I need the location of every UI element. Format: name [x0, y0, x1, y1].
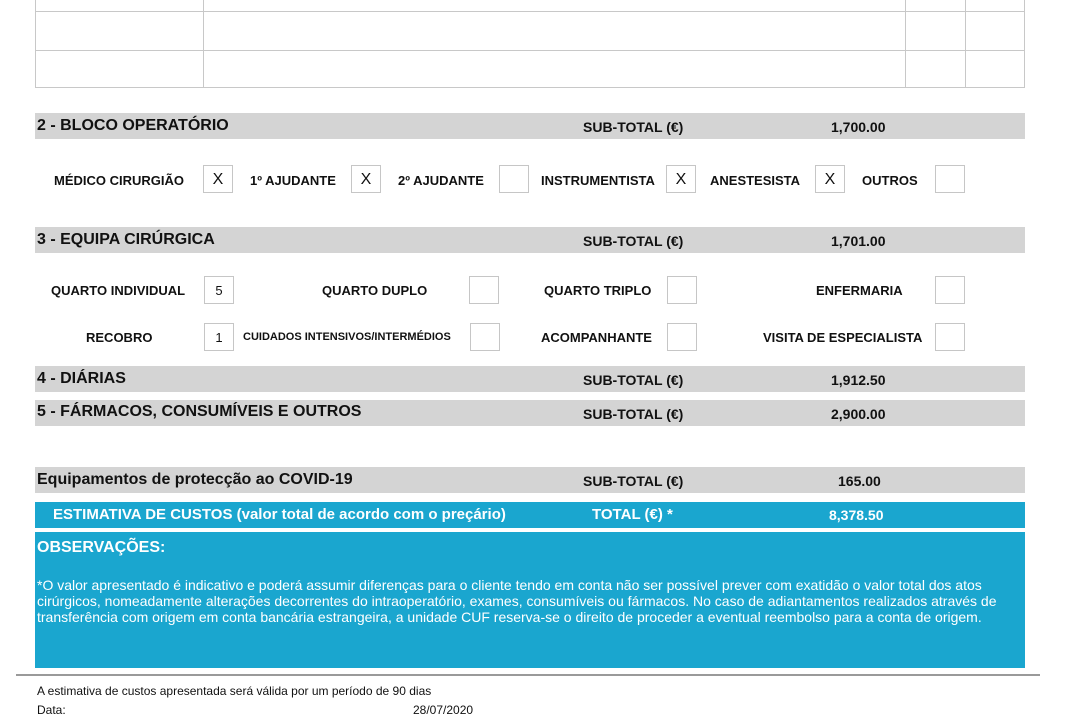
room-input[interactable]: [935, 323, 965, 351]
team-checkbox[interactable]: [935, 165, 965, 193]
total-value: 8,378.50: [829, 507, 884, 523]
room-input[interactable]: [667, 276, 697, 304]
section-covid: [35, 467, 1025, 493]
room-label: RECOBRO: [86, 330, 153, 345]
team-label: ANESTESISTA: [710, 173, 801, 188]
observations-title: OBSERVAÇÕES:: [37, 539, 166, 556]
subtotal-value: 1,700.00: [831, 119, 886, 135]
room-label: VISITA DE ESPECIALISTA: [763, 330, 923, 345]
room-label: CUIDADOS INTENSIVOS/INTERMÉDIOS: [243, 331, 451, 343]
section-title: 5 - FÁRMACOS, CONSUMÍVEIS E OUTROS: [37, 403, 362, 420]
validity-note: A estimativa de custos apresentada será válida por um período de 90 dias: [37, 684, 432, 698]
total-label: TOTAL (€) *: [592, 506, 673, 523]
estimate-label: ESTIMATIVA DE CUSTOS (valor total de acordo com o preçário): [53, 506, 506, 523]
room-input[interactable]: [470, 323, 500, 351]
subtotal-value: 2,900.00: [831, 406, 886, 422]
observations-panel: [35, 532, 1025, 668]
team-checkbox[interactable]: X: [203, 165, 233, 193]
room-label: QUARTO INDIVIDUAL: [51, 283, 186, 298]
subtotal-label: SUB-TOTAL (€): [583, 473, 684, 489]
team-label: INSTRUMENTISTA: [541, 173, 655, 188]
room-input[interactable]: 5: [204, 276, 234, 304]
team-checkbox[interactable]: X: [666, 165, 696, 193]
footer-divider: [16, 674, 1040, 676]
room-label: QUARTO DUPLO: [322, 283, 428, 298]
room-input[interactable]: 1: [204, 323, 234, 351]
team-label: 1º AJUDANTE: [250, 173, 336, 188]
subtotal-label: SUB-TOTAL (€): [583, 119, 684, 135]
subtotal-value: 1,701.00: [831, 233, 886, 249]
team-label: OUTROS: [862, 173, 918, 188]
team-checkbox[interactable]: X: [815, 165, 845, 193]
section-equipa-cirurgica: [35, 227, 1025, 253]
room-input[interactable]: [935, 276, 965, 304]
section-title: 2 - BLOCO OPERATÓRIO: [37, 117, 229, 134]
section-title: 3 - EQUIPA CIRÚRGICA: [37, 231, 215, 248]
room-label: QUARTO TRIPLO: [544, 283, 652, 298]
team-checkbox[interactable]: X: [351, 165, 381, 193]
date-value: 28/07/2020: [413, 703, 474, 717]
section-title: Equipamentos de protecção ao COVID-19: [37, 471, 353, 488]
subtotal-value: 1,912.50: [831, 372, 886, 388]
team-label: 2º AJUDANTE: [398, 173, 484, 188]
subtotal-label: SUB-TOTAL (€): [583, 406, 684, 422]
team-checkbox[interactable]: [499, 165, 529, 193]
room-input[interactable]: [667, 323, 697, 351]
observations-text: *O valor apresentado é indicativo e poderá assumir diferenças para o cliente tendo em conta não ser possível prever com exatidão o valor total dos atos cirúrgicos, nomeadamente alterações decorrentes do intraoperatório, exames, consumíveis ou fármacos. No caso de adiantamentos realizados através de transferência com origem em conta bancária estrangeira, a unidade CUF reserva-se o direito de proceder a eventual reembolso para a conta de origem.: [37, 577, 997, 625]
room-label: ACOMPANHANTE: [541, 330, 652, 345]
section-title: 4 - DIÁRIAS: [37, 370, 126, 387]
section-farmacos: [35, 400, 1025, 426]
section-diarias: [35, 366, 1025, 392]
subtotal-label: SUB-TOTAL (€): [583, 372, 684, 388]
room-label: ENFERMARIA: [816, 283, 903, 298]
estimate-total-bar: [35, 502, 1025, 528]
section-bloco-operatorio: [35, 113, 1025, 139]
date-label: Data:: [37, 703, 66, 717]
team-label: MÉDICO CIRURGIÃO: [54, 173, 184, 188]
subtotal-value: 165.00: [838, 473, 881, 489]
room-input[interactable]: [469, 276, 499, 304]
subtotal-label: SUB-TOTAL (€): [583, 233, 684, 249]
